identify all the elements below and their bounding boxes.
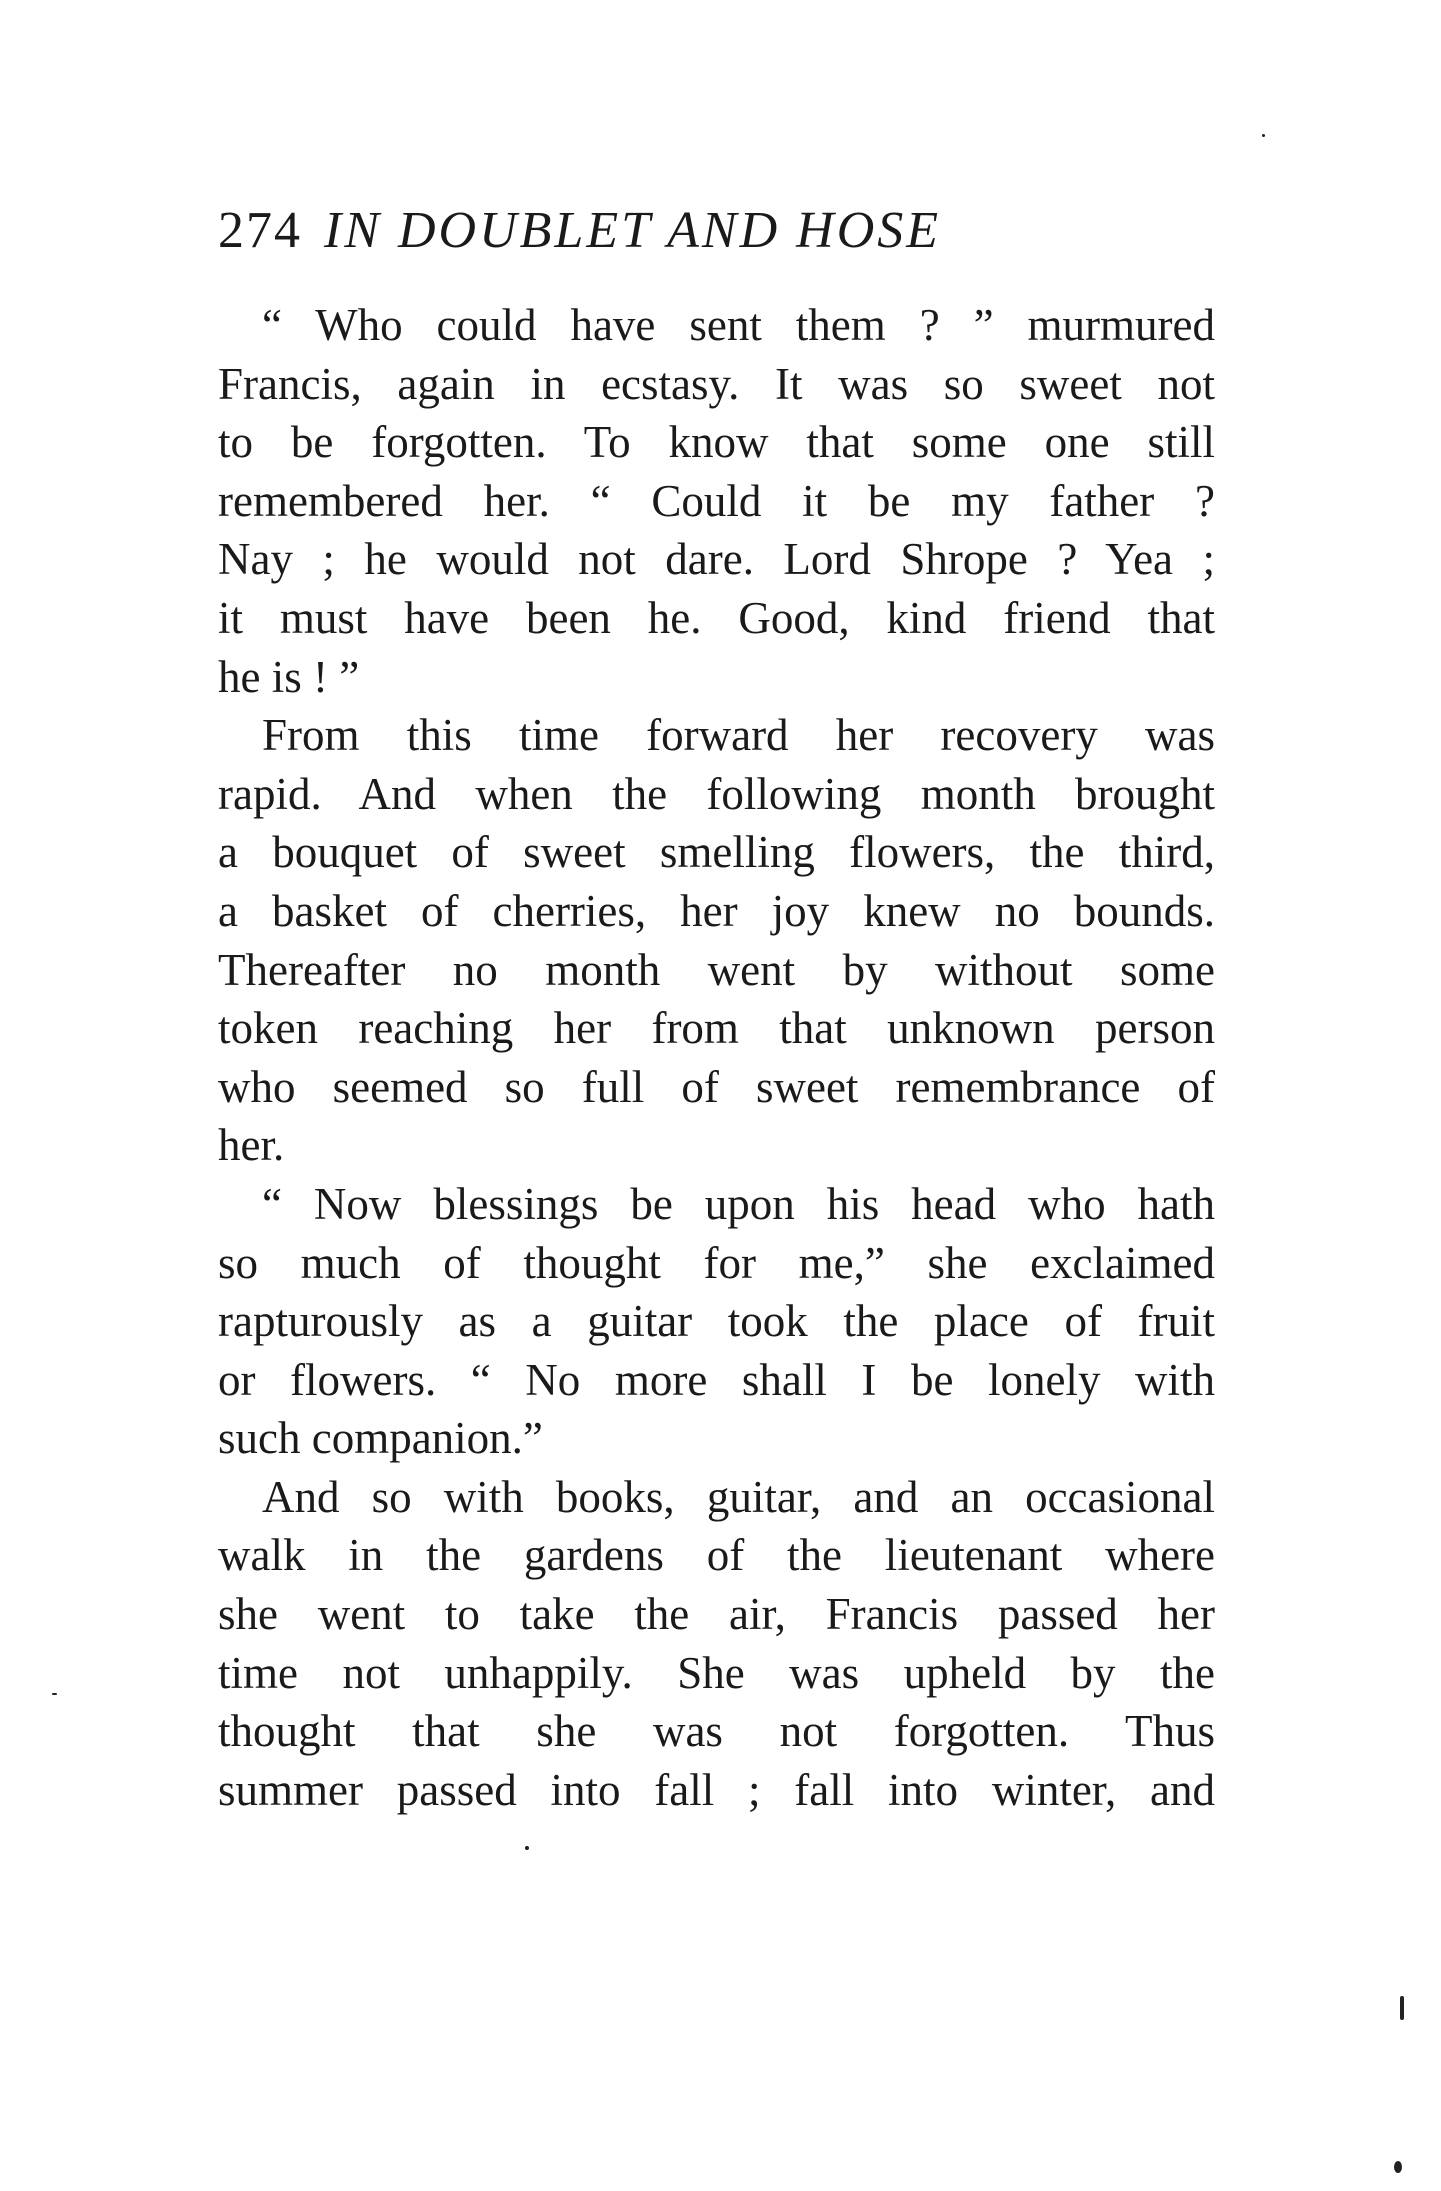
text-line: “ Who could have sent them ? ” murmured xyxy=(262,300,1215,350)
paragraph xyxy=(218,1175,1215,1468)
text-line: And so with books, guitar, and an occasional xyxy=(262,1471,1215,1522)
running-head xyxy=(218,196,1218,266)
scan-speck xyxy=(1262,134,1265,137)
text-line: time not unhappily. She was upheld by the xyxy=(218,1647,1215,1698)
paragraph xyxy=(218,1468,1215,1820)
text-line: a basket of cherries, her joy knew no bounds. xyxy=(218,885,1215,936)
text-line: “ Now blessings be upon his head who hath xyxy=(262,1178,1215,1229)
text-line: Francis, again in ecstasy. It was so sweet not xyxy=(218,358,1215,409)
text-line: he is ! ” xyxy=(218,651,360,702)
text-line: it must have been he. Good, kind friend that xyxy=(218,592,1215,643)
text-line: rapturously as a guitar took the place of fruit xyxy=(218,1296,1215,1347)
paragraph xyxy=(218,296,1215,706)
text-line: so much of thought for me,” she exclaimed xyxy=(218,1237,1215,1288)
book-title: IN DOUBLET AND HOSE xyxy=(324,202,942,259)
scan-speck xyxy=(1394,2161,1402,2173)
text-line: token reaching her from that unknown person xyxy=(218,1003,1215,1054)
body-text xyxy=(218,296,1215,1819)
text-line: rapid. And when the following month brought xyxy=(218,768,1215,819)
scan-speck xyxy=(52,1693,57,1695)
text-line: remembered her. “ Could it be my father ? xyxy=(218,475,1215,526)
scan-speck xyxy=(1400,1996,1404,2020)
text-line: to be forgotten. To know that some one still xyxy=(218,417,1215,468)
text-line: a bouquet of sweet smelling flowers, the third, xyxy=(218,827,1215,878)
text-line: or flowers. “ No more shall I be lonely with xyxy=(218,1354,1215,1405)
text-line: she went to take the air, Francis passed her xyxy=(218,1589,1215,1640)
text-line: Thereafter no month went by without some xyxy=(218,944,1215,995)
text-line: summer passed into fall ; fall into winter, and xyxy=(218,1764,1215,1815)
text-line: thought that she was not forgotten. Thus xyxy=(218,1706,1215,1757)
text-line: who seemed so full of sweet remembrance of xyxy=(218,1061,1215,1112)
page-number: 274 xyxy=(218,202,302,259)
paragraph xyxy=(218,706,1215,1175)
text-line: such companion.” xyxy=(218,1413,543,1464)
text-line: From this time forward her recovery was xyxy=(262,710,1215,761)
text-line: walk in the gardens of the lieutenant where xyxy=(218,1530,1215,1581)
scan-speck xyxy=(525,1846,529,1850)
text-line: Nay ; he would not dare. Lord Shrope ? Yea ; xyxy=(218,534,1215,585)
text-line: her. xyxy=(218,1120,285,1171)
